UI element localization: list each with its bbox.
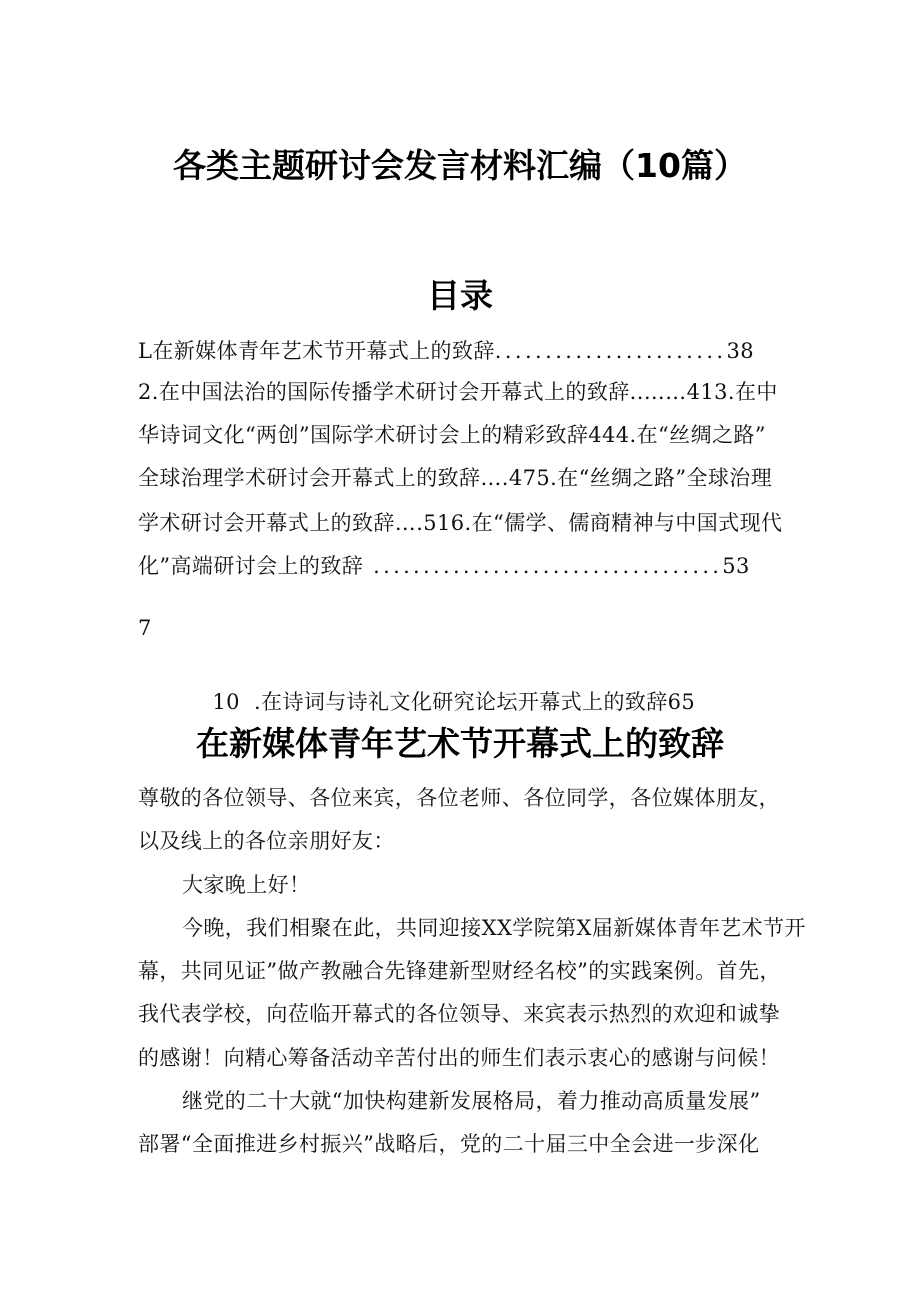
toc-entry-text: 7	[138, 616, 152, 640]
body-line: 部署“全面推进乡村振兴”战略后，党的二十届三中全会进一步深化	[138, 1132, 760, 1156]
body-line: 继党的二十大就“加快构建新发展格局，着力推动高质量发展”	[182, 1089, 761, 1113]
body-line: 以及线上的各位亲朋好友：	[138, 829, 395, 853]
toc-entry-text: 全球治理学术研讨会开幕式上的致辞….475.在“丝绸之路”全球治理	[138, 466, 773, 490]
toc-entry-1[interactable]	[138, 336, 754, 366]
toc-entry-5[interactable]	[138, 508, 782, 538]
toc-entry-7	[138, 613, 152, 643]
toc-entry-text: 学术研讨会开幕式上的致辞….516.在“儒学、儒商精神与中国式现代	[138, 511, 783, 535]
toc-entry-2[interactable]	[138, 377, 778, 407]
toc-leader-dots: ...................................	[373, 554, 723, 578]
body-line: 幕，共同见证”做产教融合先锋建新型财经名校”的实践案例。首先，	[138, 959, 781, 983]
toc-entry-text: 2.在中国法治的国际传播学术研讨会开幕式上的致辞..……413.在中	[138, 380, 778, 404]
document-title: 各类主题研讨会发言材料汇编（10篇）	[173, 146, 747, 185]
section-title: 在新媒体青年艺术节开幕式上的致辞	[196, 724, 724, 763]
toc-page-number: 38	[726, 339, 755, 363]
toc-entry-3[interactable]	[138, 420, 766, 450]
toc-entry-6[interactable]	[138, 551, 750, 581]
toc-entry-text: 华诗词文化“两创”国际学术研讨会上的精彩致辞444.在“丝绸之路”	[138, 423, 766, 447]
body-line: 的感谢！向精心筹备活动辛苦付出的师生们表示衷心的感谢与问候！	[138, 1046, 780, 1070]
body-line: 今晚，我们相聚在此，共同迎接XX学院第X届新媒体青年艺术节开	[182, 916, 806, 940]
toc-entry-text: 10 .在诗词与诗礼文化研究论坛开幕式上的致辞65	[212, 690, 696, 714]
toc-leader-dots: .......................	[494, 339, 727, 363]
body-line: 我代表学校，向莅临开幕式的各位领导、来宾表示热烈的欢迎和诚挚	[138, 1002, 780, 1026]
body-line: 尊敬的各位领导、各位来宾，各位老师、各位同学，各位媒体朋友，	[138, 786, 780, 810]
toc-heading: 目录	[427, 276, 493, 315]
toc-entry-4[interactable]	[138, 463, 772, 493]
toc-page-number: 53	[722, 554, 750, 578]
toc-entry-text: L在新媒体青年艺术节开幕式上的致辞	[138, 339, 495, 363]
toc-entry-text: 化”高端研讨会上的致辞	[138, 554, 364, 578]
body-line: 大家晚上好！	[182, 873, 311, 897]
